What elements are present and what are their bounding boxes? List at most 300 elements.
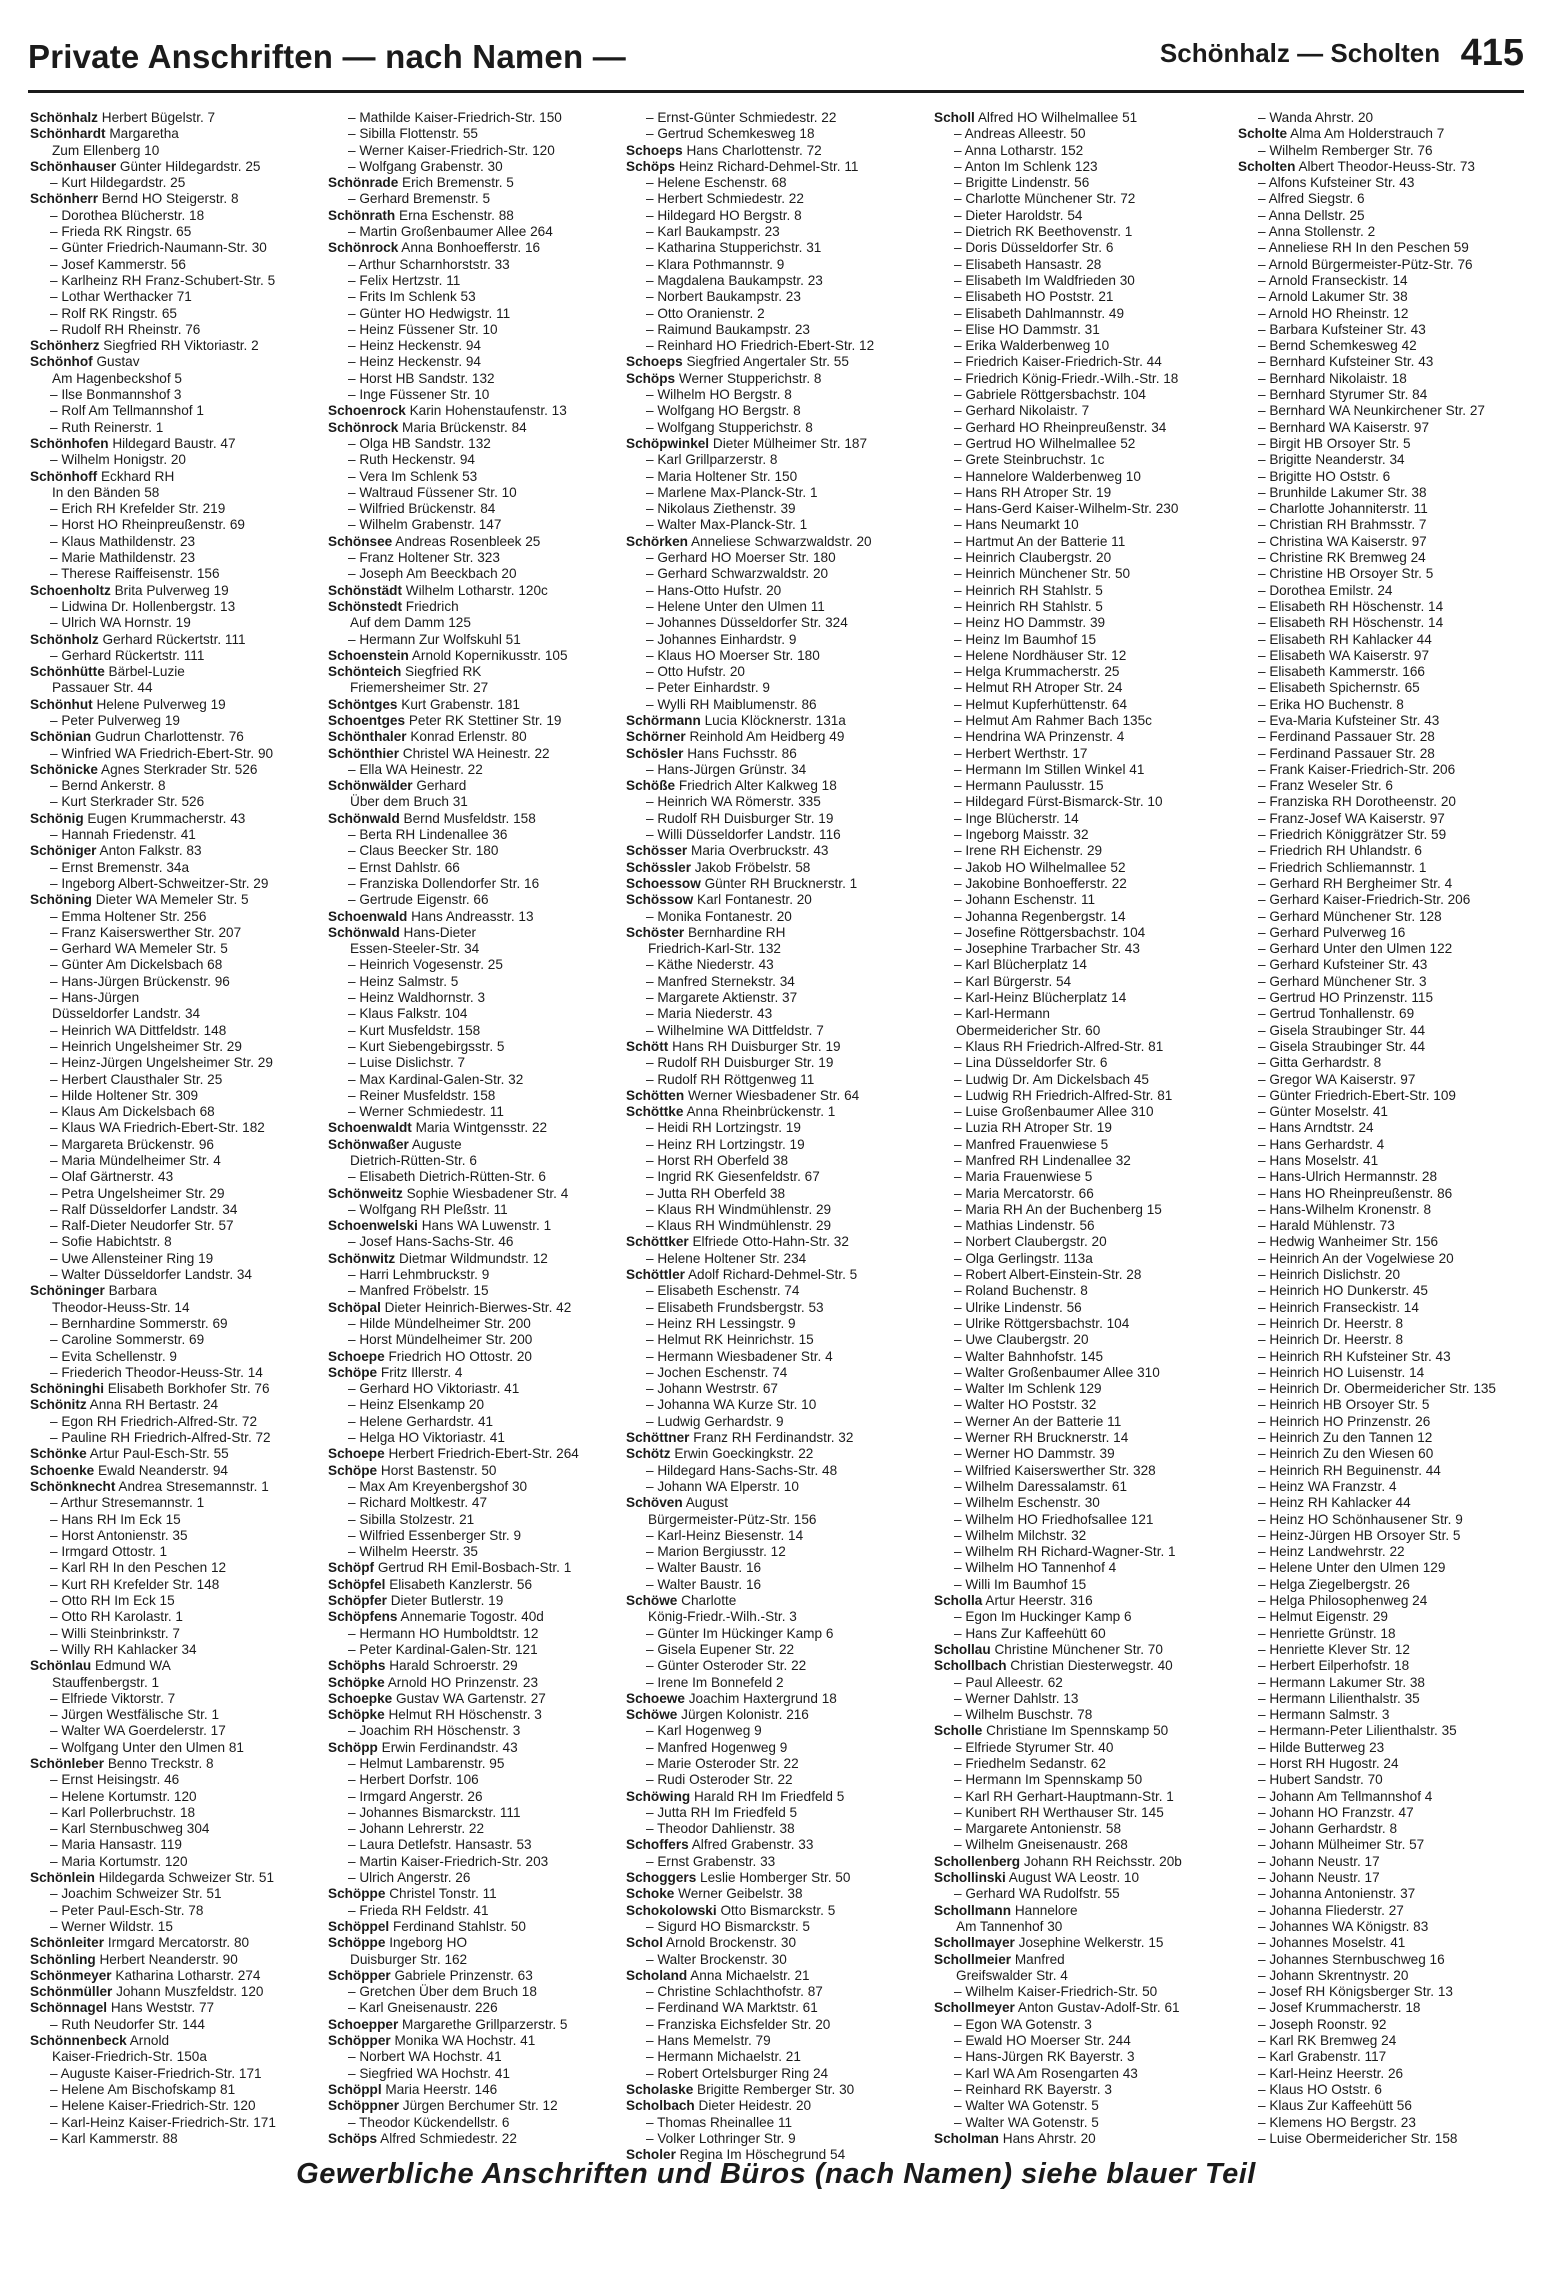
surname: Scholbach xyxy=(626,2098,695,2114)
entry-surname xyxy=(626,843,922,859)
dash-marker: – xyxy=(954,370,966,386)
dash-marker: – xyxy=(954,1821,966,1837)
entry-continuation xyxy=(626,1756,922,1772)
surname: Scholle xyxy=(934,1723,983,1739)
entry-text: Charlotte xyxy=(681,1593,737,1609)
dash-marker: – xyxy=(646,126,658,142)
dash-marker: – xyxy=(50,566,62,582)
dash-marker: – xyxy=(50,1853,62,1869)
dash-marker: – xyxy=(50,1364,62,1380)
entry-text: Manfred xyxy=(1014,1951,1065,1967)
dash-marker: – xyxy=(646,2016,658,2032)
entry-continuation xyxy=(1238,729,1534,745)
entry-text: Hans Weststr. 77 xyxy=(110,2000,215,2016)
surname: Scholten xyxy=(1238,158,1296,174)
dash-marker: – xyxy=(1258,2130,1270,2146)
entry-continuation xyxy=(626,1169,922,1185)
entry-text: Bärbel-Luzie xyxy=(108,664,185,680)
entry-text: Heinrich An der Vogelwiese 20 xyxy=(1269,1250,1454,1266)
entry-continuation xyxy=(934,322,1230,338)
dash-marker: – xyxy=(50,1071,62,1087)
entry-text: Heinrich HO Prinzenstr. 26 xyxy=(1269,1413,1431,1429)
entry-text: Gertrud RH Emil-Bosbach-Str. 1 xyxy=(377,1560,572,1576)
entry-text: Peter Pulverweg 19 xyxy=(61,712,180,728)
entry-continuation xyxy=(1238,1723,1534,1739)
entry-text: Ruth Heckenstr. 94 xyxy=(359,452,475,468)
dash-marker: – xyxy=(954,1788,966,1804)
entry-text: August WA Leostr. 10 xyxy=(1008,1870,1140,1886)
entry-text: Josef Hans-Sachs-Str. 46 xyxy=(359,1234,514,1250)
entry-continuation xyxy=(626,306,922,322)
dash-marker: – xyxy=(50,305,62,321)
dash-marker: – xyxy=(954,2049,966,2065)
entry-text: Manfred Fröbelstr. 15 xyxy=(359,1283,489,1299)
entry-surname xyxy=(328,1740,624,1756)
entry-continuation xyxy=(934,1544,1230,1560)
entry-text: Kurt Hildegardstr. 25 xyxy=(61,175,186,191)
entry-continuation xyxy=(30,1495,326,1511)
entry-text: Hendrina WA Prinzenstr. 4 xyxy=(965,729,1125,745)
entry-text: Ferdinand Passauer Str. 28 xyxy=(1269,729,1435,745)
entry-continuation xyxy=(1238,583,1534,599)
entry-text: Hans-Ulrich Hermannstr. 28 xyxy=(1269,1169,1438,1185)
entry-text: Gisela Eupener Str. 22 xyxy=(657,1641,795,1657)
surname: Schönmüller xyxy=(30,1984,113,2000)
entry-continuation xyxy=(1238,1267,1534,1283)
entry-text: Klaus HO Oststr. 6 xyxy=(1269,2081,1382,2097)
entry-continuation xyxy=(626,126,922,142)
entry-text: Ludwig Gerhardstr. 9 xyxy=(657,1413,784,1429)
entry-text: Günter RH Brucknerstr. 1 xyxy=(704,875,858,891)
entry-text: Brigitte Lindenstr. 56 xyxy=(965,175,1090,191)
dash-marker: – xyxy=(50,957,62,973)
dash-marker: – xyxy=(954,1267,966,1283)
entry-continuation xyxy=(328,1381,624,1397)
surname: Scholand xyxy=(626,1967,688,1983)
entry-continuation xyxy=(30,1903,326,1919)
entry-text: Otto Hufstr. 20 xyxy=(657,664,745,680)
entry-text: Christine Münchener Str. 70 xyxy=(994,1641,1163,1657)
entry-continuation xyxy=(626,1463,922,1479)
entry-continuation xyxy=(1238,1169,1534,1185)
dash-marker: – xyxy=(50,1218,62,1234)
surname: Scholman xyxy=(934,2130,999,2146)
entry-continuation xyxy=(934,974,1230,990)
entry-continuation xyxy=(934,2017,1230,2033)
entry-text: Heinz Salmstr. 5 xyxy=(359,973,459,989)
entry-text: Berta RH Lindenallee 36 xyxy=(359,827,508,843)
entry-continuation xyxy=(30,1560,326,1576)
entry-continuation xyxy=(1238,1463,1534,1479)
entry-text: Helene Holtener Str. 234 xyxy=(657,1250,807,1266)
entry-text: Ewald Neanderstr. 94 xyxy=(98,1462,228,1478)
entry-surname xyxy=(30,1952,326,1968)
entry-text: Auguste xyxy=(411,1136,462,1152)
entry-text: Johann Mülheimer Str. 57 xyxy=(1269,1837,1425,1853)
entry-continuation xyxy=(626,1528,922,1544)
surname: Schöppner xyxy=(328,2098,399,2114)
dash-marker: – xyxy=(954,1576,966,1592)
dash-marker: – xyxy=(646,338,658,354)
dash-marker: – xyxy=(50,1886,62,1902)
entry-text: Karl Blücherplatz 14 xyxy=(965,957,1087,973)
surname: Schöntges xyxy=(328,696,398,712)
entry-continuation xyxy=(626,485,922,501)
entry-continuation xyxy=(626,224,922,240)
entry-surname xyxy=(30,191,326,207)
entry-continuation xyxy=(934,1414,1230,1430)
dash-marker: – xyxy=(348,1478,360,1494)
entry-text: Johanna WA Kurze Str. 10 xyxy=(657,1397,817,1413)
entry-continuation xyxy=(328,485,624,501)
dash-marker: – xyxy=(50,1250,62,1266)
surname: Schönleber xyxy=(30,1755,105,1771)
surname: Schöpp xyxy=(328,1739,378,1755)
entry-text: Jakob HO Wilhelmallee 52 xyxy=(965,859,1126,875)
entry-text: Karin Hohenstaufenstr. 13 xyxy=(409,403,567,419)
entry-text: Johann WA Elperstr. 10 xyxy=(657,1478,799,1494)
entry-surname xyxy=(1238,159,1534,175)
entry-text: Uwe Claubergstr. 20 xyxy=(965,1332,1089,1348)
entry-continuation xyxy=(1238,1707,1534,1723)
dash-marker: – xyxy=(954,1038,966,1054)
entry-continuation xyxy=(1238,1023,1534,1039)
entry-text: Martin Kaiser-Friedrich-Str. 203 xyxy=(359,1853,549,1869)
entry-text: Josef RH Königsberger Str. 13 xyxy=(1269,1984,1453,2000)
dash-marker: – xyxy=(50,452,62,468)
surname: Schönrock xyxy=(328,240,399,256)
entry-text: Johann Lehrerstr. 22 xyxy=(359,1821,485,1837)
dash-marker: – xyxy=(954,484,966,500)
dash-marker: – xyxy=(646,191,658,207)
surname: Schösser xyxy=(626,843,688,859)
entry-text: Wilfried Essenberger Str. 9 xyxy=(359,1527,522,1543)
surname: Schössow xyxy=(626,892,694,908)
dash-marker: – xyxy=(1258,1299,1270,1315)
entry-text: Elisabeth Im Waldfrieden 30 xyxy=(965,272,1135,288)
entry-text: Karl WA Am Rosengarten 43 xyxy=(965,2065,1138,2081)
dash-marker: – xyxy=(1258,566,1270,582)
entry-address-line: Kaiser-Friedrich-Str. 150a xyxy=(52,2049,207,2065)
dash-marker: – xyxy=(348,370,360,386)
entry-continuation xyxy=(1238,697,1534,713)
entry-text: Hans Ahrstr. 20 xyxy=(1002,2130,1096,2146)
dash-marker: – xyxy=(50,1641,62,1657)
entry-text: Ingrid RK Giesenfeldstr. 67 xyxy=(657,1169,820,1185)
entry-text: Kurt Sterkrader Str. 526 xyxy=(61,794,205,810)
entry-text: Mathilde Kaiser-Friedrich-Str. 150 xyxy=(359,110,562,125)
dash-marker: – xyxy=(646,1022,658,1038)
entry-continuation xyxy=(30,1919,326,1935)
entry-text: Pauline RH Friedrich-Alfred-Str. 72 xyxy=(61,1430,271,1446)
entry-text: Ulrike Röttgersbachstr. 104 xyxy=(965,1315,1130,1331)
entry-text: Maria Frauenwiese 5 xyxy=(965,1169,1093,1185)
entry-continuation xyxy=(1238,420,1534,436)
entry-text: Horst HB Sandstr. 132 xyxy=(359,370,495,386)
entry-surname xyxy=(328,1218,624,1234)
surname: Schönleiter xyxy=(30,1935,105,1951)
entry-text: Werner Kaiser-Friedrich-Str. 120 xyxy=(359,142,555,158)
entry-continuation xyxy=(934,1512,1230,1528)
dash-marker: – xyxy=(954,419,966,435)
dash-marker: – xyxy=(348,761,360,777)
entry-text: Ferdinand Stahlstr. 50 xyxy=(392,1918,526,1934)
entry-continuation xyxy=(934,387,1230,403)
entry-text: Helene Kortumstr. 120 xyxy=(61,1788,197,1804)
entry-continuation xyxy=(934,1560,1230,1576)
entry-continuation xyxy=(626,452,922,468)
entry-surname xyxy=(328,1300,624,1316)
surname: Schönweitz xyxy=(328,1185,403,1201)
surname: Schönling xyxy=(30,1951,96,1967)
entry-surname xyxy=(626,1691,922,1707)
entry-text: Bernhard Styrumer Str. 84 xyxy=(1269,387,1428,403)
entry-text: Margarete Antonienstr. 58 xyxy=(965,1821,1122,1837)
dash-marker: – xyxy=(1258,2000,1270,2016)
entry-text: Helmut Lambarenstr. 95 xyxy=(359,1755,505,1771)
entry-continuation xyxy=(1238,1234,1534,1250)
dash-marker: – xyxy=(348,1544,360,1560)
dash-marker: – xyxy=(1258,191,1269,207)
entry-continuation xyxy=(328,322,624,338)
dash-marker: – xyxy=(954,2016,966,2032)
dash-marker: – xyxy=(1258,664,1270,680)
dash-marker: – xyxy=(954,615,966,631)
entry-text: Dorothea Emilstr. 24 xyxy=(1269,582,1393,598)
entry-text: Elisabeth Frundsbergstr. 53 xyxy=(657,1299,824,1315)
entry-text: Alma Am Holderstrauch 7 xyxy=(1290,126,1445,142)
dash-marker: – xyxy=(954,598,966,614)
entry-text: Anton Falkstr. 83 xyxy=(99,843,202,859)
entry-text: Heinrich HO Luisenstr. 14 xyxy=(1269,1364,1425,1380)
entry-text: Andreas Rosenbleek 25 xyxy=(395,533,541,549)
surname: Schönsee xyxy=(328,533,393,549)
dash-marker: – xyxy=(954,696,966,712)
entry-text: Hedwig Wanheimer Str. 156 xyxy=(1269,1234,1439,1250)
entry-continuation xyxy=(934,811,1230,827)
entry-continuation xyxy=(934,403,1230,419)
entry-surname xyxy=(30,159,326,175)
entry-continuation xyxy=(626,1740,922,1756)
dash-marker: – xyxy=(954,305,966,321)
entry-text: Sofie Habichtstr. 8 xyxy=(61,1234,172,1250)
entry-continuation xyxy=(1238,1495,1534,1511)
dash-marker: – xyxy=(348,843,360,859)
entry-text: Horst Mündelheimer Str. 200 xyxy=(359,1332,533,1348)
dash-marker: – xyxy=(646,1544,658,1560)
dash-marker: – xyxy=(954,1381,966,1397)
entry-text: Sophie Wiesbadener Str. 4 xyxy=(406,1185,569,1201)
entry-text: Henriette Grünstr. 18 xyxy=(1269,1625,1396,1641)
dash-marker: – xyxy=(954,680,966,696)
entry-text: Heinz Im Baumhof 15 xyxy=(965,631,1097,647)
surname: Schoepe xyxy=(328,1446,385,1462)
dash-marker: – xyxy=(1258,142,1270,158)
dash-marker: – xyxy=(1258,729,1270,745)
dash-marker: – xyxy=(646,1055,658,1071)
entry-continuation xyxy=(1238,1984,1534,2000)
entry-text: Heinz HO Schönhausener Str. 9 xyxy=(1269,1511,1463,1527)
entry-text: Ilse Bonmannshof 3 xyxy=(61,387,182,403)
entry-text: Hilde Holtener Str. 309 xyxy=(61,1087,199,1103)
dash-marker: – xyxy=(954,452,966,468)
dash-marker: – xyxy=(646,1201,658,1217)
entry-text: Erika Walderbenweg 10 xyxy=(965,338,1110,354)
surname: Schöniger xyxy=(30,843,97,859)
entry-continuation xyxy=(1238,1202,1534,1218)
entry-continuation xyxy=(1238,990,1534,1006)
surname: Schöninger xyxy=(30,1283,105,1299)
entry-continuation xyxy=(626,599,922,615)
entry-continuation xyxy=(934,599,1230,615)
entry-continuation xyxy=(934,1837,1230,1853)
dash-marker: – xyxy=(954,142,965,158)
dash-marker: – xyxy=(954,468,966,484)
dash-marker: – xyxy=(954,924,966,940)
entry-surname xyxy=(934,1642,1230,1658)
entry-continuation xyxy=(30,1691,326,1707)
entry-continuation xyxy=(30,1202,326,1218)
entry-text: Johannes WA Königstr. 83 xyxy=(1269,1918,1429,1934)
entry-continuation xyxy=(1238,1968,1534,1984)
entry-text: Manfred Sternekstr. 34 xyxy=(657,973,795,989)
entry-surname xyxy=(30,1756,326,1772)
entry-text: Hans Memelstr. 79 xyxy=(657,2033,771,2049)
entry-text: Volker Lothringer Str. 9 xyxy=(657,2130,796,2146)
entry-continuation xyxy=(30,1886,326,1902)
dash-marker: – xyxy=(50,1527,62,1543)
entry-text: Elisabeth Hansastr. 28 xyxy=(965,256,1102,272)
entry-surname xyxy=(328,1560,624,1576)
dash-marker: – xyxy=(50,1772,62,1788)
entry-continuation xyxy=(328,843,624,859)
entry-continuation xyxy=(30,175,326,191)
entry-continuation xyxy=(30,1234,326,1250)
dash-marker: – xyxy=(348,110,360,125)
dash-marker: – xyxy=(348,1625,360,1641)
entry-text: Andreas Alleestr. 50 xyxy=(964,126,1086,142)
entry-continuation xyxy=(30,2131,326,2147)
entry-surname xyxy=(626,713,922,729)
dash-marker: – xyxy=(1258,859,1270,875)
surname: Schollbach xyxy=(934,1658,1007,1674)
entry-continuation xyxy=(328,517,624,533)
entry-continuation xyxy=(1238,387,1534,403)
dash-marker: – xyxy=(954,810,966,826)
surname: Schöven xyxy=(626,1495,683,1511)
entry-continuation xyxy=(1238,1120,1534,1136)
surname: Schöps xyxy=(626,158,676,174)
entry-continuation xyxy=(30,1169,326,1185)
entry-text: Hannelore Walderbenweg 10 xyxy=(965,468,1141,484)
dash-marker: – xyxy=(646,1951,658,1967)
entry-text: Klaus RH Windmühlenstr. 29 xyxy=(657,1218,832,1234)
entry-continuation xyxy=(1238,1414,1534,1430)
dash-marker: – xyxy=(348,1006,360,1022)
dash-marker: – xyxy=(1258,550,1270,566)
entry-text: Anna Rheinbrückenstr. 1 xyxy=(686,1104,836,1120)
entry-surname xyxy=(30,892,326,908)
entry-text: Johann Neustr. 17 xyxy=(1269,1870,1380,1886)
entry-continuation xyxy=(30,1365,326,1381)
entry-text: Jakob Fröbelstr. 58 xyxy=(694,859,811,875)
entry-continuation xyxy=(1238,1919,1534,1935)
entry-text: Eckhard RH xyxy=(100,468,175,484)
dash-marker: – xyxy=(954,501,966,517)
entry-text: Helene Gerhardstr. 41 xyxy=(359,1413,494,1429)
entry-surname xyxy=(626,1039,922,1055)
dash-marker: – xyxy=(646,1918,658,1934)
dash-marker: – xyxy=(1258,1283,1270,1299)
entry-text: Franz Holtener Str. 323 xyxy=(359,550,500,566)
entry-continuation xyxy=(328,1202,624,1218)
entry-text: Hannah Friedenstr. 41 xyxy=(61,827,196,843)
dash-marker: – xyxy=(954,973,966,989)
entry-text: Annemarie Togostr. 40d xyxy=(400,1609,544,1625)
entry-text: Doris Düsseldorfer Str. 6 xyxy=(965,240,1114,256)
entry-text: Klara Pothmannstr. 9 xyxy=(657,256,785,272)
entry-text: Manfred Frauenwiese 5 xyxy=(965,1136,1109,1152)
dash-marker: – xyxy=(954,1462,966,1478)
entry-text: Dieter WA Memeler Str. 5 xyxy=(95,892,249,908)
entry-continuation xyxy=(1238,1153,1534,1169)
entry-text: Klaus Falkstr. 104 xyxy=(359,1006,468,1022)
entry-address-line: Essen-Steeler-Str. 34 xyxy=(350,941,480,957)
entry-text: Heinz WA Franzstr. 4 xyxy=(1269,1478,1397,1494)
entry-text: Brigitte Neanderstr. 34 xyxy=(1269,452,1405,468)
entry-text: Wolfgang RH Pleßstr. 11 xyxy=(359,1201,508,1217)
entry-text: Gerhard Nikolaistr. 7 xyxy=(965,403,1090,419)
entry-continuation xyxy=(328,860,624,876)
dash-marker: – xyxy=(1258,941,1270,957)
entry-continuation xyxy=(30,566,326,582)
entry-text: Dieter Heinrich-Bierwes-Str. 42 xyxy=(384,1299,572,1315)
dash-marker: – xyxy=(1258,272,1269,288)
dash-marker: – xyxy=(954,2114,966,2130)
dash-marker: – xyxy=(348,2114,360,2130)
entry-surname xyxy=(934,110,1230,126)
entry-continuation xyxy=(626,1283,922,1299)
entry-text: Günter Friedrich-Naumann-Str. 30 xyxy=(61,240,267,256)
dash-marker: – xyxy=(50,1918,62,1934)
dash-marker: – xyxy=(50,615,62,631)
entry-continuation xyxy=(934,1821,1230,1837)
dash-marker: – xyxy=(1258,207,1269,223)
entry-text: Ruth Neudorfer Str. 144 xyxy=(61,2016,205,2032)
entry-surname xyxy=(328,1120,624,1136)
entry-text: Johann Gerhardstr. 8 xyxy=(1269,1821,1398,1837)
dash-marker: – xyxy=(954,1984,966,2000)
entry-surname xyxy=(328,403,624,419)
dash-marker: – xyxy=(50,859,62,875)
entry-continuation xyxy=(626,257,922,273)
entry-surname xyxy=(30,1968,326,1984)
entry-continuation xyxy=(934,1430,1230,1446)
entry-continuation xyxy=(328,990,624,1006)
dash-marker: – xyxy=(348,191,360,207)
entry-text: Bernhard Nikolaistr. 18 xyxy=(1269,370,1407,386)
entry-continuation xyxy=(30,420,326,436)
entry-text: Willi Steinbrinkstr. 7 xyxy=(61,1625,180,1641)
entry-continuation xyxy=(30,289,326,305)
entry-continuation xyxy=(626,1251,922,1267)
entry-continuation xyxy=(626,1821,922,1837)
entry-text: Peter Kardinal-Galen-Str. 121 xyxy=(359,1641,538,1657)
entry-text: Gerhard HO Rheinpreußenstr. 34 xyxy=(965,419,1167,435)
entry-continuation xyxy=(1238,1137,1534,1153)
entry-continuation xyxy=(626,1365,922,1381)
entry-text: Wilhelm Milchstr. 32 xyxy=(965,1527,1087,1543)
